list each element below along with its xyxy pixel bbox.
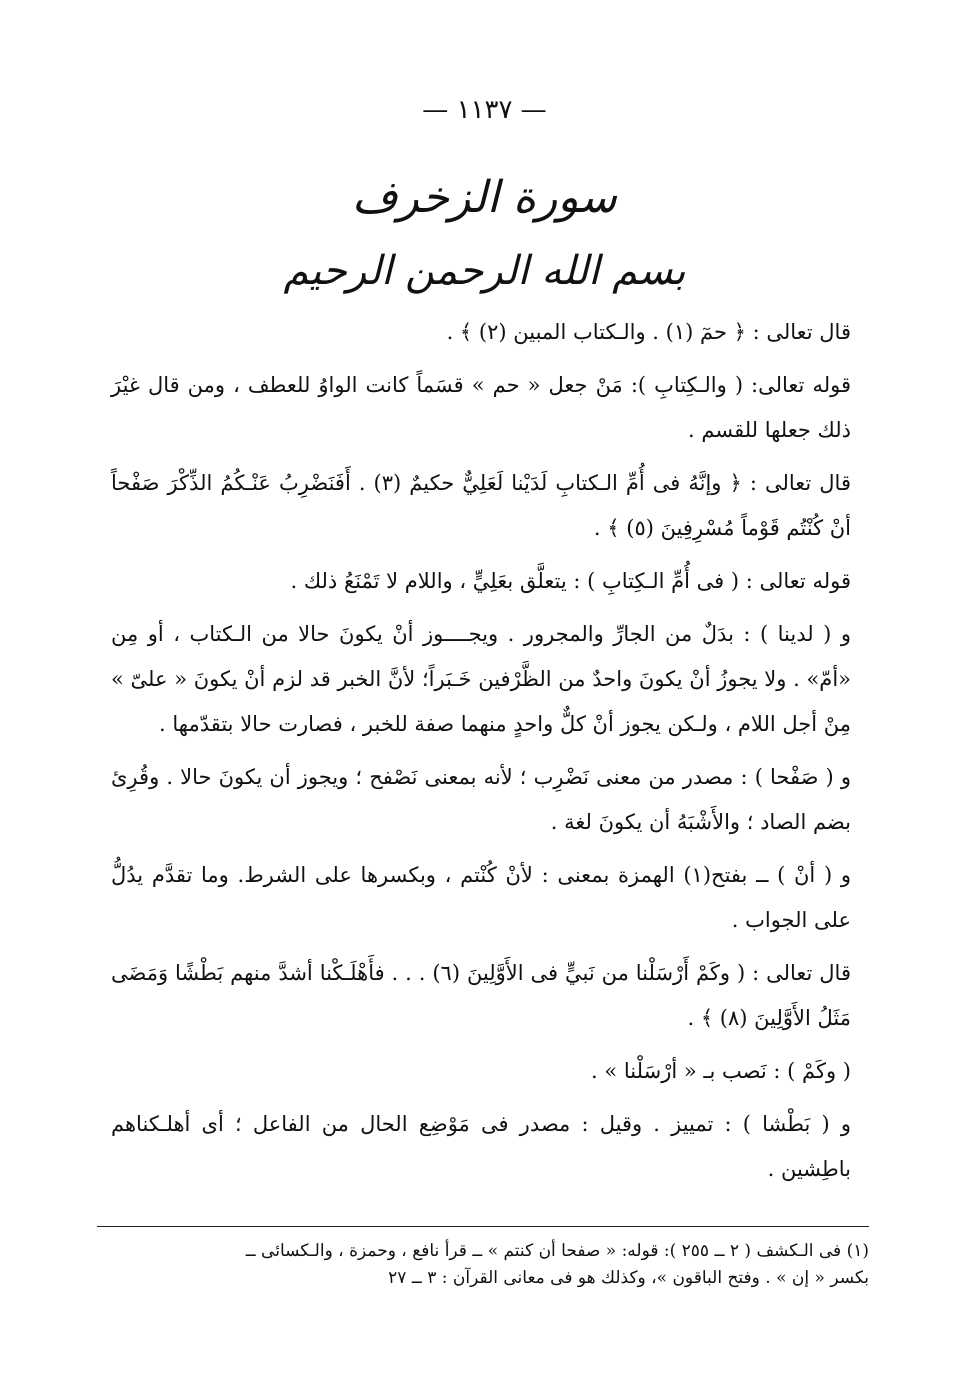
paragraph: قال تعالى : ( وكَمْ أَرْسَلْنا من نَبيٍّ فى الأَوَّلِينَ (٦) . . . فأَهْلَـكْنا أشدَّ منهم بَطْشًا وَمَضَى مَثَلُ الأَوَّلِينَ (٨) ﴾ . — [111, 961, 851, 1030]
paragraph: قال تعالى : ﴿ حمٓ (١) . والـكتاب المبين (٢) ﴾ . — [446, 320, 851, 344]
paragraph: قوله تعالى: ( والـكِتابِ ): مَنْ جعل « حم » قسَماً كانت الواوُ للعطف ، ومن قال غيْرَ ذلك جعلها للقسم . — [111, 373, 851, 442]
paragraph: و ( بَطْشا ) : تمييز . وقيل : مصدر فى مَوْضِع الحال من الفاعل ؛ أى أهلـكناهم باطِشين . — [111, 1112, 851, 1181]
basmala: بسم الله الرحمن الرحيم — [283, 248, 686, 294]
paragraph: ( وكَمْ ) : نَصب بـ « أرْسَلْنا » . — [591, 1059, 851, 1083]
paragraph: و ( أنْ ) ــ بفتح(١) الهمزة بمعنى : لأنْ كُنْتم ، وبكسرها على الشرط. وما تقدَّم يدُلُّ على الجواب . — [111, 863, 851, 932]
paragraph: قال تعالى : ﴿ وإنَّهُ فى أُمِّ الـكتابِ لَدَيْنا لَعَلِيٌّ حكيمٌ (٣) . أَفَنَضْرِبُ عَنْـكُمُ الذِّكْرَ صَفْحاً أنْ كُنْتُم قَوْماً مُسْرِفِينَ (٥) ﴾ . — [111, 471, 851, 540]
page-number: — ١١٣٧ — — [422, 95, 547, 125]
footnote-line: (١) فى الـكشف ( ٢ ــ ٢٥٥ ): قوله: « صفحا أن كنتم » ــ قرأ نافع ، وحمزة ، والـكسائى ــ — [245, 1241, 869, 1261]
paragraph: و ( صَفْحا ) : مصدر من معنى نَضْرِب ؛ لأنه بمعنى نَصْفح ؛ ويجوز أن يكونَ حالا . وقُرِئ بضم الصاد ؛ والأَشْبَهُ أن يكونَ لغة . — [111, 765, 851, 834]
footnote-line: بكسر « إن » . وفتح الباقون »، وكذلك هو فى معانى القرآن : ٣ ــ ٢٧ — [388, 1268, 869, 1288]
main-text — [111, 310, 851, 1200]
surah-title: سورة الزخرف — [352, 172, 617, 223]
footnote-divider — [97, 1226, 869, 1227]
footnote — [97, 1238, 869, 1292]
paragraph: و ( لدينا ) : بدَلٌ من الجارِّ والمجرور . ويجــــوز أنْ يكونَ حالا من الـكتاب ، أو مِن «أمّ» . ولا يجوزُ أنْ يكونَ واحدٌ من الظَّرْفين خَـبَراً؛ لأنَّ الخبر قد لزم أنْ يكونَ « علىّ » مِنْ أجل اللام ، ولـكن يجوز أنْ كلٌّ واحدٍ منهما صفة للخبر ، فصارت حالا بتقدّمها . — [111, 622, 851, 736]
paragraph: قوله تعالى : ( فى أُمِّ الـكِتابِ ) : يتعلَّق بعَلِيٍّ ، واللام لا تَمْنَعُ ذلك . — [290, 569, 851, 593]
